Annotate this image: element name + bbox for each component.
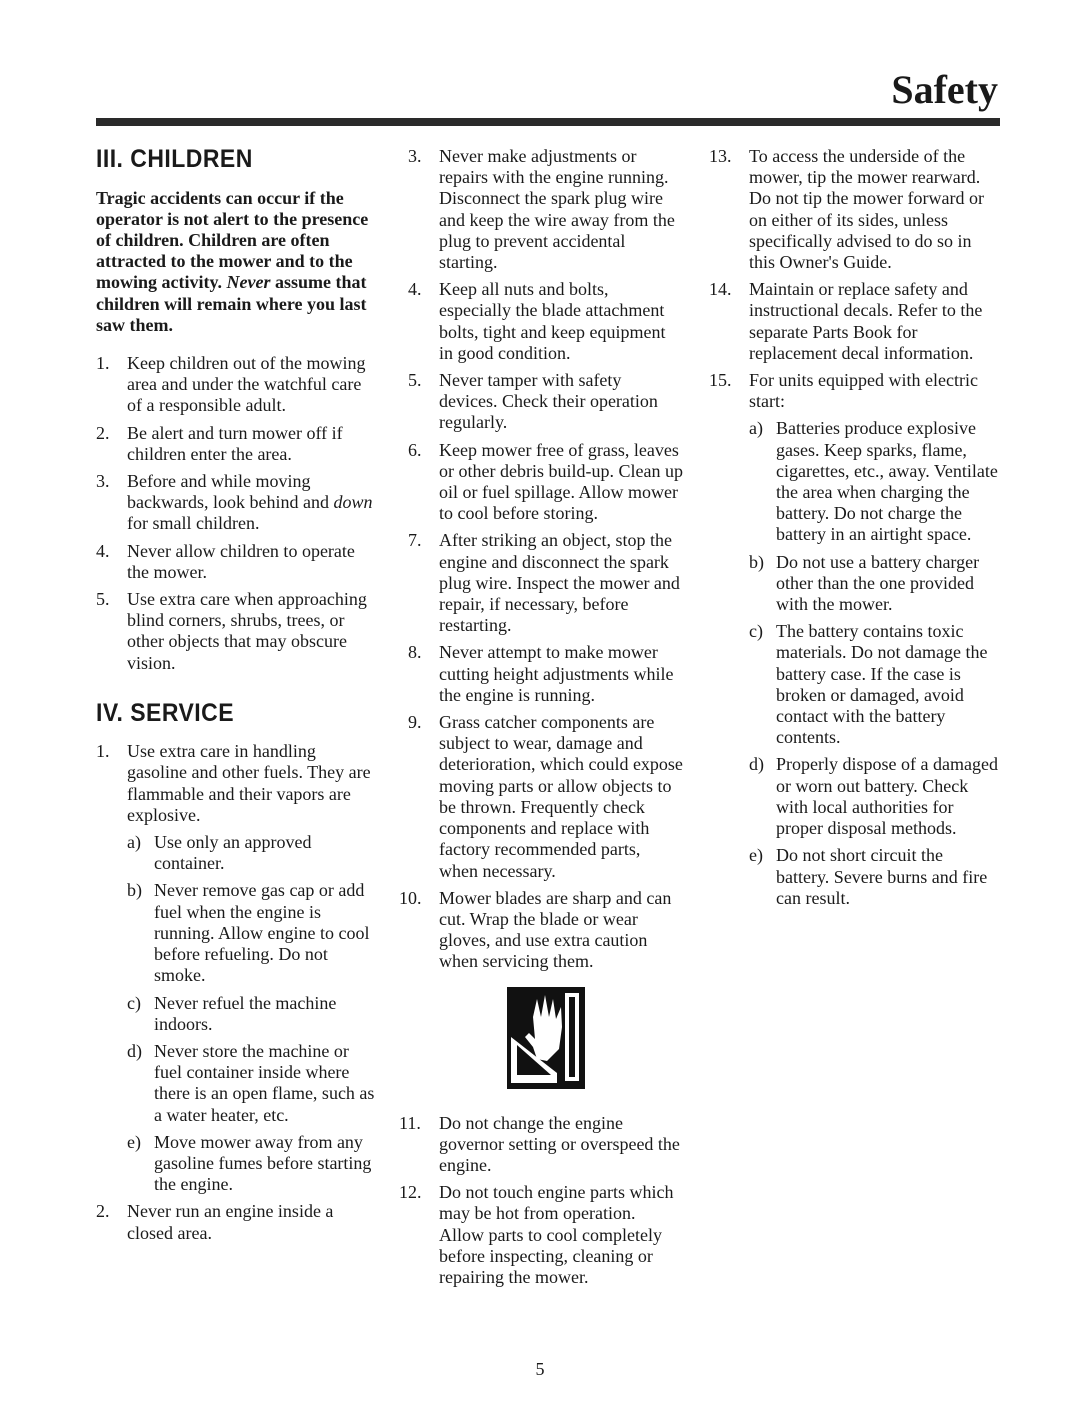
list-item: 1. Use extra care in handling gasoline and other fuels. They are flammable and their vapors are explosive.	[96, 741, 371, 825]
sub-item: d) Properly dispose of a damaged or worn out battery. Check with local authorities for proper disposal methods.	[749, 754, 998, 839]
sub-item: d) Never store the machine or fuel container inside where there is an open flame, such as a water heater, etc.	[127, 1040, 375, 1125]
list-item: 6. Keep mower free of grass, leaves or other debris build-up. Clean up oil or fuel spillage. Allow mower to cool before storing.	[408, 439, 683, 524]
list-item: 8. Never attempt to make mower cutting height adjustments while the engine is running.	[408, 642, 674, 705]
list-item: 4. Keep all nuts and bolts, especially the blade attachment bolts, tight and keep equipment in good condition.	[408, 279, 666, 363]
list-item: 9. Grass catcher components are subject to wear, damage and deterioration, which could expose moving parts or allow objects to be thrown. Frequently check components and replace with factory recommended parts, when necessary.	[408, 712, 683, 881]
page-number: 5	[535, 1359, 545, 1379]
list-item: 3. Never make adjustments or repairs with the engine running. Disconnect the spark plug wire and keep the wire away from the plug to prevent accidental starting.	[408, 146, 675, 273]
intro-text-a: Tragic accidents can occur if the operator is not alert to the presence of children. Children are often attracted to the mower and to the mowing activity.	[96, 187, 369, 293]
list-item: 3. Before and while moving backwards, look behind and down for small children.	[96, 470, 373, 534]
column-2	[399, 146, 683, 1294]
column-1	[96, 146, 378, 1250]
sub-item: c) Never refuel the machine indoors.	[127, 992, 337, 1034]
sub-item: a) Batteries produce explosive gases. Keep sparks, flame, cigarettes, etc., away. Ventilate the area when charging the battery. Do not charge the battery in an airtight space.	[749, 418, 998, 545]
list-item: 12. Do not touch engine parts which may be hot from operation. Allow parts to cool completely before inspecting, cleaning or repairing the mower.	[399, 1182, 674, 1287]
list-item: 5. Never tamper with safety devices. Check their operation regularly.	[408, 370, 658, 433]
intro-never: Never	[226, 272, 271, 293]
list-item: 13. To access the underside of the mower, tip the mower rearward. Do not tip the mower forward or on either of its sides, unless specifically advised to do so in this Owner's Guide.	[709, 146, 984, 273]
children-intro	[96, 188, 378, 336]
column-3	[709, 146, 1000, 915]
sub-item: a) Use only an approved container.	[127, 832, 312, 874]
list-item: 5. Use extra care when approaching blind corners, shrubs, trees, or other objects that may obscure vision.	[96, 588, 367, 673]
list-item: 4. Never allow children to operate the mower.	[96, 540, 355, 582]
list-item: 1. Keep children out of the mowing area and under the watchful care of a responsible adult.	[96, 352, 366, 416]
header-rule	[96, 118, 1000, 126]
hand-warning-icon	[507, 987, 585, 1089]
sub-item: e) Do not short circuit the battery. Severe burns and fire can result.	[749, 845, 988, 908]
page-title: Safety	[891, 67, 998, 112]
intro-text-b: assume that children will remain where you last saw them.	[96, 272, 367, 335]
sub-item: e) Move mower away from any gasoline fumes before starting the engine.	[127, 1131, 372, 1195]
sub-item: b) Never remove gas cap or add fuel when the engine is running. Allow engine to cool before refueling. Do not smoke.	[127, 880, 370, 986]
list-item: 7. After striking an object, stop the engine and disconnect the spark plug wire. Inspect the mower and repair, if necessary, before restarting.	[408, 530, 680, 636]
sub-item: c) The battery contains toxic materials. Do not damage the battery case. If the case is broken or damaged, avoid contact with the battery contents.	[749, 621, 988, 748]
section-heading-children: III. CHILDREN	[96, 145, 253, 173]
list-item: 2. Never run an engine inside a closed area.	[96, 1201, 334, 1243]
list-item: 2. Be alert and turn mower off if children enter the area.	[96, 422, 343, 464]
list-item: 15. For units equipped with electric start:	[709, 370, 978, 412]
list-item: 10. Mower blades are sharp and can cut. Wrap the blade or wear gloves, and use extra caution when servicing them.	[399, 887, 672, 972]
list-item: 14. Maintain or replace safety and instructional decals. Refer to the separate Parts Book for replacement decal information.	[709, 279, 983, 363]
sub-item: b) Do not use a battery charger other than the one provided with the mower.	[749, 551, 980, 615]
list-item: 11. Do not change the engine governor setting or overspeed the engine.	[399, 1112, 680, 1175]
section-heading-service: IV. SERVICE	[96, 698, 235, 727]
